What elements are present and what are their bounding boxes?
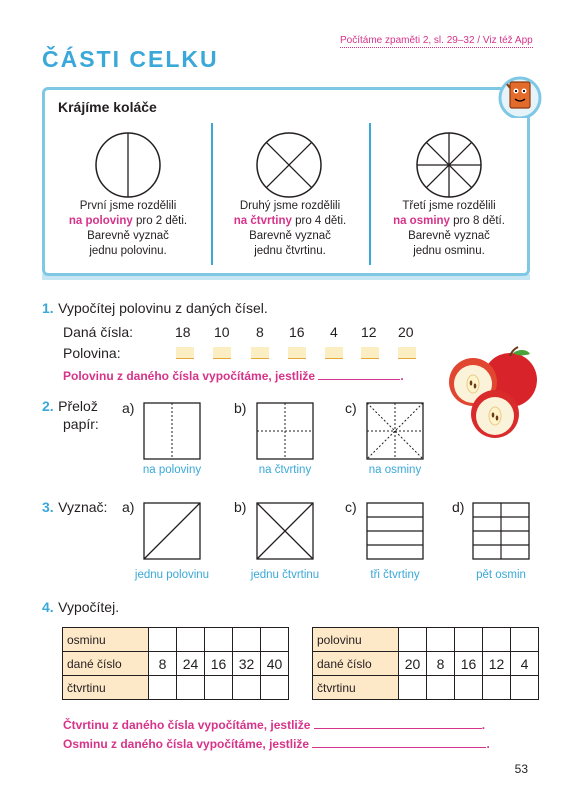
column-divider [211,123,213,265]
row-label: polovinu [313,628,399,652]
shape-three-quarters[interactable] [366,502,424,560]
exercise-1-heading: 1. Vypočítej polovinu z daných čísel. [42,300,268,316]
number-cell: 16 [289,324,305,340]
item-letter: b) [234,499,247,515]
item-letter: a) [122,400,135,416]
number-cell: 4 [330,324,338,340]
paper-square-eighths[interactable] [366,402,424,460]
value-cell: 12 [483,652,511,676]
answer-cell[interactable] [483,628,511,652]
answer-cell[interactable] [511,628,539,652]
item-label: na poloviny [142,464,202,476]
value-cell: 16 [455,652,483,676]
item-letter: b) [234,400,247,416]
row-label: čtvrtinu [63,676,149,700]
number-cell: 8 [256,324,264,340]
answer-cell[interactable] [177,676,205,700]
item-label: na osminy [368,464,422,476]
table-row [63,652,289,676]
answer-box[interactable] [325,347,343,359]
row-label: dané číslo [313,652,399,676]
table-row [313,676,539,700]
page-number: 53 [514,762,528,776]
pie-eighths [415,131,483,199]
row-label: dané číslo [63,652,149,676]
answer-cell[interactable] [205,628,233,652]
table-row [63,676,289,700]
item-label: pět osmin [476,569,526,581]
table-row [313,652,539,676]
exercise-2-heading-l2: papír: [63,416,99,432]
table-row [63,628,289,652]
item-label: na čtvrtiny [258,464,312,476]
value-cell: 20 [399,652,427,676]
answer-cell[interactable] [455,628,483,652]
answer-cell[interactable] [149,628,177,652]
value-cell: 16 [205,652,233,676]
quarter-rule: Čtvrtinu z daného čísla vypočítáme, jestliže . [63,718,486,732]
exercise-4-heading: 4. Vypočítej. [42,599,120,615]
item-letter: d) [452,499,465,515]
number-cell: 12 [361,324,377,340]
answer-cell[interactable] [233,628,261,652]
answer-cell[interactable] [427,628,455,652]
shape-one-quarter[interactable] [256,502,314,560]
answer-cell[interactable] [511,676,539,700]
shape-one-half[interactable] [143,502,201,560]
answer-cell[interactable] [233,676,261,700]
number-cell: 10 [214,324,230,340]
pies-box-title: Krájíme koláče [58,99,157,115]
book-reference: Počítáme zpaměti 2, sl. 29–32 / Viz též App [340,35,533,46]
pie-quarters [255,131,323,199]
value-cell: 24 [177,652,205,676]
apples-illustration [446,346,542,442]
item-letter: c) [345,499,357,515]
half-rule: Polovinu z daného čísla vypočítáme, jestliže . [63,369,404,383]
answer-cell[interactable] [261,676,289,700]
pie-caption-2: Druhý jsme rozdělili na čtvrtiny pro 4 děti. Barevně vyznač jednu čtvrtinu. [233,200,347,257]
answer-box[interactable] [361,347,379,359]
item-label: jednu čtvrtinu [250,569,320,581]
paper-square-quarters[interactable] [256,402,314,460]
answer-cell[interactable] [399,676,427,700]
value-cell: 40 [261,652,289,676]
exercise-2-heading: 2. Přelož [42,398,98,414]
shape-five-eighths[interactable] [472,502,530,560]
item-label: jednu polovinu [134,569,210,581]
answer-cell[interactable] [149,676,177,700]
answer-cell[interactable] [483,676,511,700]
value-cell: 4 [511,652,539,676]
answer-cell[interactable] [455,676,483,700]
row-label: čtvrtinu [313,676,399,700]
number-cell: 18 [175,324,191,340]
table-right [312,627,539,700]
pie-caption-1: První jsme rozdělili na poloviny pro 2 děti. Barevně vyznač jednu polovinu. [68,200,188,257]
item-letter: c) [345,400,357,416]
column-divider [369,123,371,265]
answer-cell[interactable] [261,628,289,652]
answer-box[interactable] [398,347,416,359]
answer-cell[interactable] [427,676,455,700]
eighth-rule: Osminu z daného čísla vypočítáme, jestliže . [63,737,490,751]
page-title: ČÁSTI CELKU [42,46,219,72]
pie-halves [94,131,162,199]
answer-cell[interactable] [177,628,205,652]
book-mascot-icon [496,74,544,118]
answer-cell[interactable] [399,628,427,652]
half-label: Polovina: [63,345,121,361]
answer-cell[interactable] [205,676,233,700]
value-cell: 8 [427,652,455,676]
answer-box[interactable] [213,347,231,359]
exercise-3-heading: 3. Vyznač: [42,499,108,515]
answer-box[interactable] [288,347,306,359]
table-row [313,628,539,652]
given-numbers-label: Daná čísla: [63,324,134,340]
answer-box[interactable] [251,347,269,359]
row-label: osminu [63,628,149,652]
table-left [62,627,289,700]
item-letter: a) [122,499,135,515]
item-label: tři čtvrtiny [370,569,420,581]
number-cell: 20 [398,324,414,340]
pie-caption-3: Třetí jsme rozdělili na osminy pro 8 dětí. Barevně vyznač jednu osminu. [393,200,505,257]
value-cell: 32 [233,652,261,676]
answer-box[interactable] [176,347,194,359]
paper-square-halves[interactable] [143,402,201,460]
value-cell: 8 [149,652,177,676]
